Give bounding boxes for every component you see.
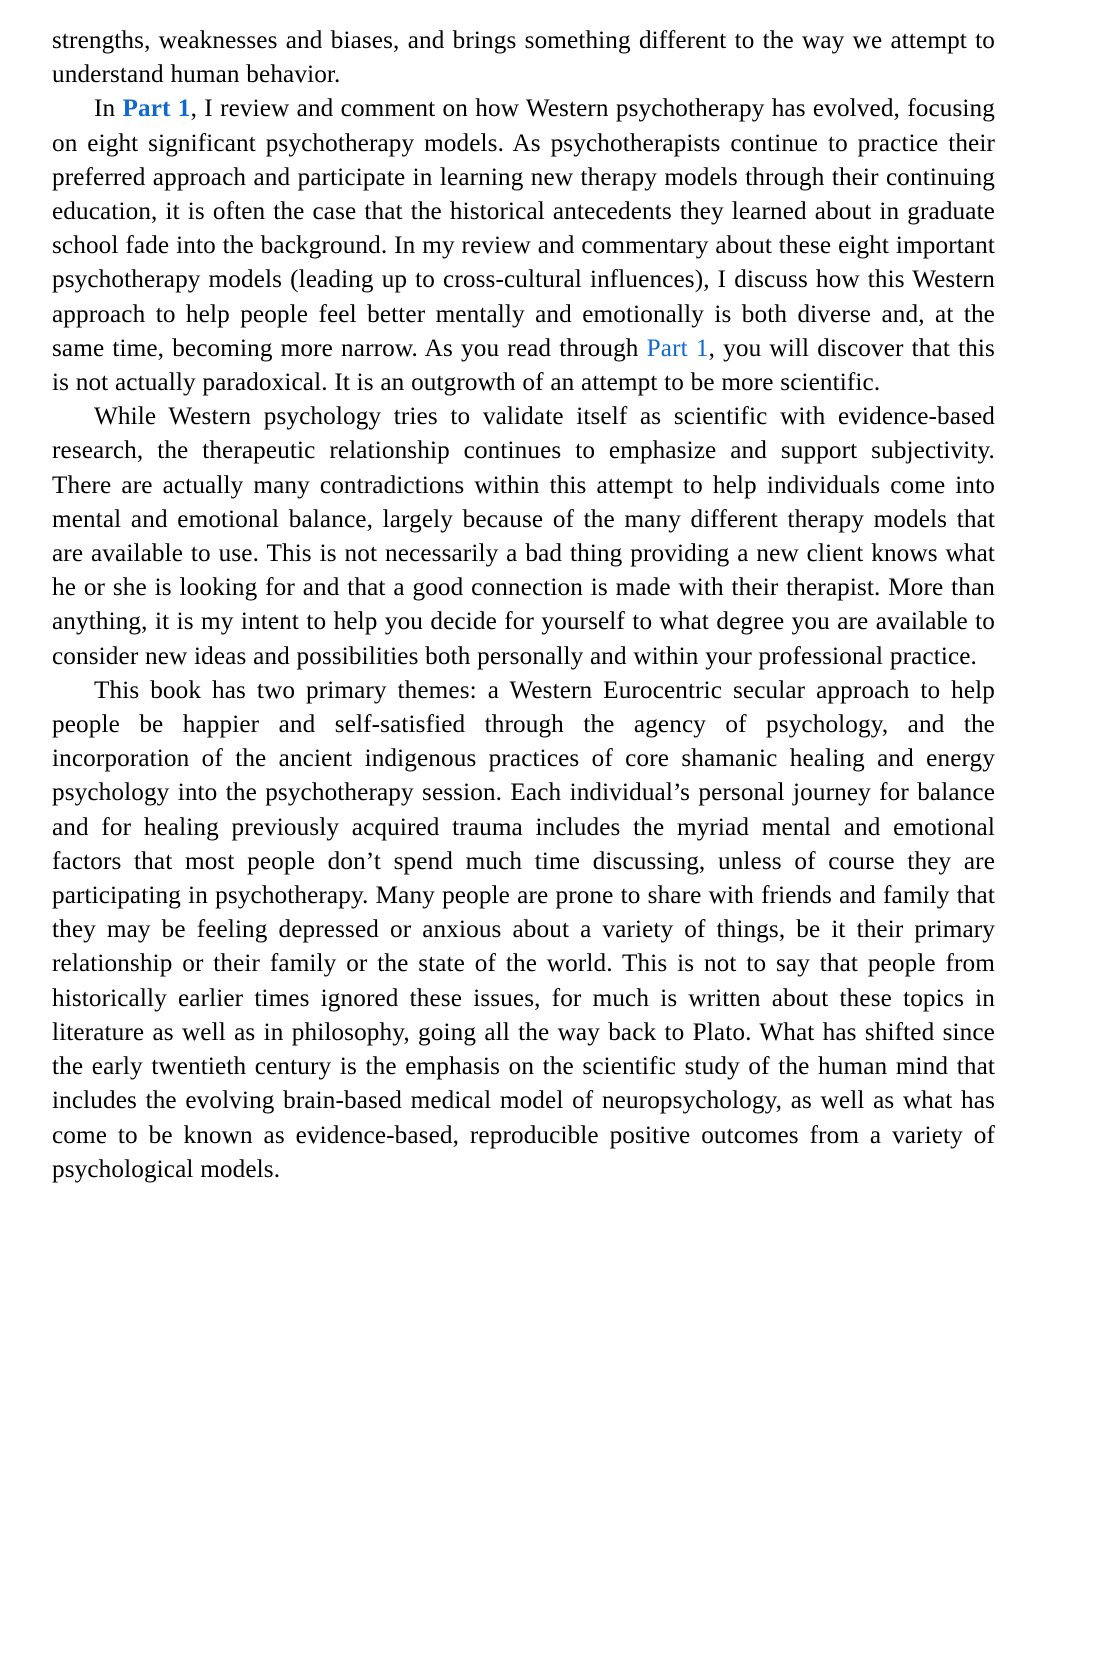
paragraph <box>52 674 995 1187</box>
cross-reference-link[interactable]: Part 1 <box>646 334 709 362</box>
body-text-run: strengths, weaknesses and biases, and brings something different to the way we attempt to understand human behavior. <box>52 27 995 89</box>
body-text-run: While Western psychology tries to validate itself as scientific with evidence-based research, the therapeutic relationship continues to emphasize and support subjectivity. There are actually many contradictions within this attempt to help individuals come into mental and emotional balance, largely because of the many different therapy models that are available to use. This is not necessarily a bad thing providing a new client knows what he or she is looking for and that a good connection is made with their therapist. More than anything, it is my intent to help you decide for yourself to what degree you are available to consider new ideas and possibilities both personally and within your professional practice. <box>52 403 995 670</box>
body-text-run: , you will discover that this is not actually paradoxical. It is an outgrowth of an attempt to be more scientific. <box>52 334 995 397</box>
body-text-column <box>52 24 995 1187</box>
body-text-run: In <box>94 95 123 123</box>
paragraph <box>52 92 995 400</box>
cross-reference-link[interactable]: Part 1 <box>122 95 191 123</box>
body-text-run: , I review and comment on how Western psychotherapy has evolved, focusing on eight significant psychotherapy models. As psychotherapists continue to practice their preferred approach and participate in learning new therapy models through their continuing education, it is often the case that the historical antecedents they learned about in graduate school fade into the background. In my review and commentary about these eight important psychotherapy models (leading up to cross-cultural influences), I discuss how this Western approach to help people feel better mentally and emotionally is both diverse and, at the same time, becoming more narrow. As you read through <box>52 95 995 362</box>
body-text-run: This book has two primary themes: a Western Eurocentric secular approach to help people be happier and self-satisfied through the agency of psychology, and the incorporation of the ancient indigenous practices of core shamanic healing and energy psychology into the psychotherapy session. Each individual’s personal journey for balance and for healing previously acquired trauma includes the myriad mental and emotional factors that most people don’t spend much time discussing, unless of course they are participating in psychotherapy. Many people are prone to share with friends and family that they may be feeling depressed or anxious about a variety of things, be it their primary relationship or their family or the state of the world. This is not to say that people from historically earlier times ignored these issues, for much is written about these topics in literature as well as in philosophy, going all the way back to Plato. What has shifted since the early twentieth century is the emphasis on the scientific study of the human mind that includes the evolving brain-based medical model of neuropsychology, as well as what has come to be known as evidence-based, reproducible positive outcomes from a variety of psychological models. <box>52 676 995 1183</box>
paragraph <box>52 24 995 92</box>
paragraph <box>52 400 995 674</box>
